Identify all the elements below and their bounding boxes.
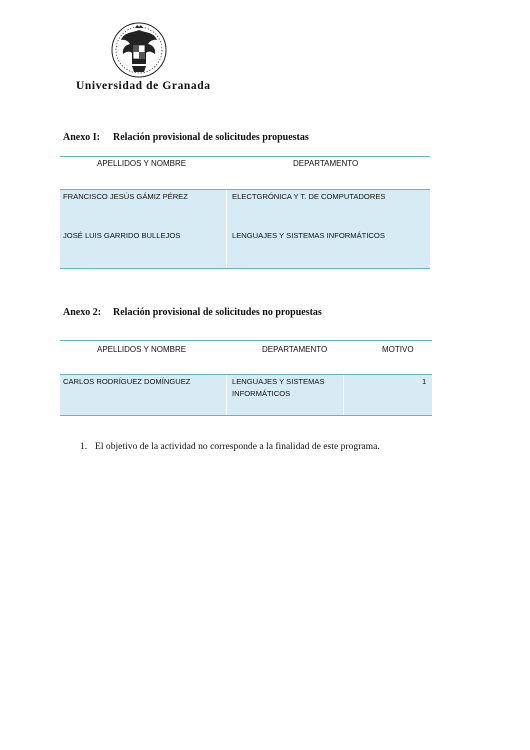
annex2-heading: Relación provisional de solicitudes no propuestas xyxy=(113,307,322,318)
annex2-col-separator-1 xyxy=(226,375,227,415)
annex2-col-separator-2 xyxy=(343,375,344,415)
table-row-annex1-1-dept: ELECTGRÓNICA Y T. DE COMPUTADORES xyxy=(232,192,386,201)
annex1-col-separator xyxy=(226,190,227,268)
annex2-bottom-rule xyxy=(60,415,432,416)
annex2-col-motivo: MOTIVO xyxy=(382,345,414,354)
footnote-1-number: 1. xyxy=(80,441,88,452)
table-row-annex1-2-dept: LENGUAJES Y SISTEMAS INFORMÁTICOS xyxy=(232,231,385,240)
footnote-1-text: El objetivo de la actividad no corresponde a la finalidad de este programa. xyxy=(95,441,380,452)
annex1-top-rule xyxy=(60,156,430,157)
university-name: Universidad de Granada xyxy=(76,80,211,92)
annex1-number: Anexo I: xyxy=(63,132,100,143)
annex1-bottom-rule xyxy=(60,268,430,269)
annex1-col-dept: DEPARTAMENTO xyxy=(293,159,359,168)
table-row-annex2-1-dept-line1: LENGUAJES Y SISTEMAS xyxy=(232,377,325,386)
table-row-annex2-1-motivo: 1 xyxy=(422,377,427,386)
annex2-col-name: APELLIDOS Y NOMBRE xyxy=(97,345,187,354)
annex1-heading: Relación provisional de solicitudes propuestas xyxy=(113,132,309,143)
annex2-col-dept: DEPARTAMENTO xyxy=(262,345,328,354)
university-crest-icon xyxy=(110,20,168,80)
table-row-annex1-1-name: FRANCISCO JESÚS GÁMIZ PÉREZ xyxy=(63,192,188,201)
annex1-col-name: APELLIDOS Y NOMBRE xyxy=(97,159,187,168)
footnote-1 xyxy=(80,441,380,452)
table-row-annex2-1-name: CARLOS RODRÍGUEZ DOMÍNGUEZ xyxy=(63,377,191,386)
annex2-title xyxy=(63,307,322,318)
annex2-top-rule xyxy=(60,340,432,341)
annex2-number: Anexo 2: xyxy=(63,307,102,318)
table-row-annex1-2-name: JOSÉ LUIS GARRIDO BULLEJOS xyxy=(63,231,181,240)
table-row-annex2-1-dept-line2: INFORMÁTICOS xyxy=(232,389,291,398)
annex1-title xyxy=(63,132,309,143)
